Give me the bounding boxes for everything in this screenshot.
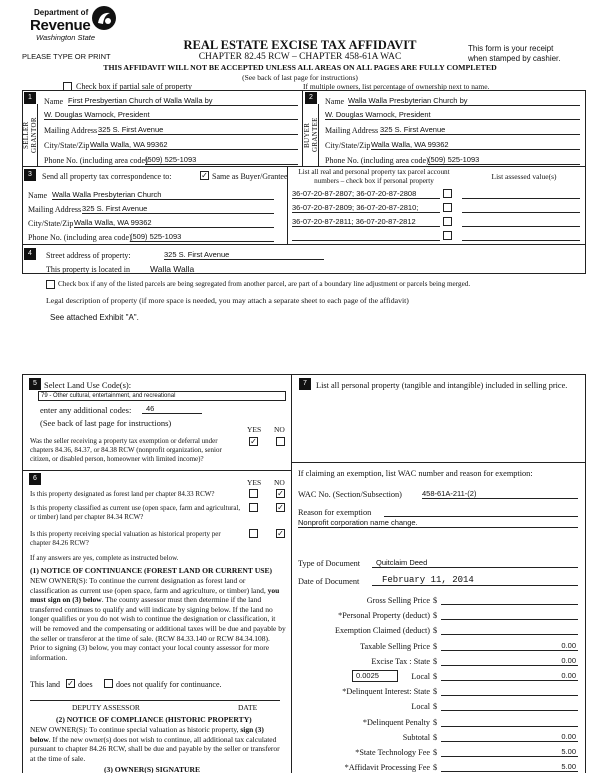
section-2-badge: 2 <box>305 92 317 104</box>
wac-label: WAC No. (Section/Subsection) <box>298 490 402 499</box>
buyer-name-label: Name <box>325 97 345 106</box>
exemption-yes-checkbox[interactable]: ✓ <box>250 437 257 446</box>
buyer-mailing-label: Mailing Address <box>325 126 379 135</box>
print-note: PLEASE TYPE OR PRINT <box>22 52 111 61</box>
seller-phone-label: Phone No. (including area code) <box>44 156 148 165</box>
form-chapter: CHAPTER 82.45 RCW – CHAPTER 458-61A WAC <box>198 52 402 62</box>
deputy-label: DEPUTY ASSESSOR <box>72 703 140 712</box>
notice1-text-bold: you must sign on (3) below <box>30 585 280 605</box>
section-3-badge: 3 <box>24 169 36 181</box>
assessed-header: List assessed value(s) <box>491 172 557 181</box>
dollar-sign: $ <box>433 656 438 666</box>
assessed-value-4[interactable] <box>462 231 580 241</box>
no-header-5: NO <box>274 425 285 434</box>
buyer-name-field[interactable]: Walla Walla Presbyterian Church by <box>348 96 580 106</box>
dollar-sign: $ <box>433 748 438 757</box>
seller-city-label: City/State/Zip <box>44 141 90 150</box>
financial-label: Excise Tax : State <box>371 656 430 666</box>
forest-no-checkbox[interactable]: ✓ <box>277 489 284 498</box>
historic-no-checkbox[interactable]: ✓ <box>277 529 284 538</box>
section-7-divider <box>292 462 586 463</box>
exemption-claim-label: If claiming an exemption, list WAC number and reason for exemption: <box>298 469 533 478</box>
local-rate-box[interactable]: 0.0025 <box>352 670 398 682</box>
seller-phone-field[interactable]: (509) 525-1093 <box>145 155 298 165</box>
personal-property-label: List all personal property (tangible and intangible) included in selling price. <box>316 381 568 390</box>
dollar-sign: $ <box>433 717 438 727</box>
assessed-value-3[interactable] <box>462 217 580 227</box>
current-use-no-checkbox[interactable]: ✓ <box>277 503 284 512</box>
same-as-buyer-checkbox[interactable]: ✓ <box>201 171 208 180</box>
dollar-sign: $ <box>433 641 438 651</box>
land-does-checkbox[interactable]: ✓ <box>67 679 74 688</box>
dollar-sign: $ <box>433 626 438 636</box>
tax-corr-name-field[interactable]: Walla Walla Presbyterian Church <box>52 190 274 200</box>
buyer-city-label: City/State/Zip <box>325 141 371 150</box>
notice2-body <box>30 725 286 763</box>
notice3-title: (3) OWNER(S) SIGNATURE <box>104 765 201 773</box>
dollar-sign: $ <box>433 672 438 681</box>
notice1-text-b: . The county assessor must then determine if the land transferred continues to qualify and will indicate by signing below. If the land no longer qualifies or you do not wish to continue the designation or classification, it will be removed and the compensating or additional taxes will be due and payable by the seller or transferor at the time of sale. (RCW 84.33.140 or RCW 84.34.108). Prior to signing (3) below, you may contact your local county assessor for more information. <box>30 595 286 662</box>
section-6-badge: 6 <box>29 473 41 485</box>
reason-line[interactable] <box>384 507 578 517</box>
section-1-badge: 1 <box>24 92 36 104</box>
receipt-note-1: This form is your receipt <box>468 44 554 53</box>
land-use-label: Select Land Use Code(s): <box>44 380 132 390</box>
buyer-phone-field[interactable]: (509) 525-1093 <box>428 155 580 165</box>
buyer-phone-label: Phone No. (including area code) <box>325 156 429 165</box>
parcel-row-4[interactable] <box>292 231 440 241</box>
tax-corr-city-label: City/State/Zip <box>28 219 74 228</box>
legal-label: Legal description of property (if more space is needed, you may attach a separate sheet to each page of the affidavit) <box>46 296 409 305</box>
financial-value[interactable] <box>441 625 578 635</box>
financial-value[interactable]: 5.00 <box>441 747 578 757</box>
exemption-no-checkbox[interactable] <box>276 437 285 446</box>
form-warning: THIS AFFIDAVIT WILL NOT BE ACCEPTED UNLESS ALL AREAS ON ALL PAGES ARE FULLY COMPLETED <box>103 63 497 72</box>
financial-value[interactable] <box>441 701 578 711</box>
tax-corr-mailing-label: Mailing Address <box>28 205 82 214</box>
tax-corr-mailing-field[interactable]: 325 S. First Avenue <box>82 204 274 214</box>
tax-corr-name-label: Name <box>28 191 48 200</box>
buyer-name-field-2[interactable]: W. Douglas Warnock, President <box>325 110 580 120</box>
deputy-signature-line <box>30 700 280 701</box>
seller-mailing-field[interactable]: 325 S. First Avenue <box>98 125 298 135</box>
doc-date-field[interactable]: February 11, 2014 <box>372 575 578 586</box>
land-use-select[interactable]: 79 - Other cultural, entertainment, and recreational <box>38 391 286 401</box>
dor-emblem-icon <box>90 4 118 32</box>
financial-value[interactable]: 5.00 <box>441 762 578 772</box>
see-back-note: (See back of last page for instructions) <box>242 73 358 82</box>
financial-label: *State Technology Fee <box>355 748 430 757</box>
notice1-title: (1) NOTICE OF CONTINUANCE (FOREST LAND OR CURRENT USE) <box>30 566 273 575</box>
parcel-header-1: List all real and personal property tax parcel account <box>298 168 450 176</box>
seller-side-strip <box>22 104 38 166</box>
financial-label: *Personal Property (deduct) <box>338 611 430 621</box>
forest-question: Is this property designated as forest land per chapter 84.33 RCW? <box>30 490 215 498</box>
tax-corr-phone-field[interactable]: (509) 525-1093 <box>130 232 274 242</box>
located-label: This property is located in <box>46 265 130 274</box>
financial-value[interactable] <box>441 610 578 620</box>
receipt-note-2: when stamped by cashier. <box>468 54 561 63</box>
parcel-personal-checkbox-3[interactable] <box>443 217 452 226</box>
seller-city-field[interactable]: Walla Walla, WA 99362 <box>90 140 298 150</box>
doc-type-label: Type of Document <box>298 559 361 568</box>
section-6-divider <box>22 470 292 471</box>
top-grid-h-divider <box>22 166 586 167</box>
street-field[interactable]: 325 S. First Avenue <box>164 250 324 260</box>
additional-codes-label: enter any additional codes: <box>40 405 132 415</box>
dollar-sign: $ <box>433 687 438 697</box>
parcel-row-2[interactable]: 36-07-20-87-2809; 36-07-20-87-2810; <box>292 203 440 213</box>
financial-label: Local <box>411 672 430 681</box>
financial-value[interactable]: 0.00 <box>441 641 578 651</box>
answers-note: If any answers are yes, complete as instructed below. <box>30 554 179 562</box>
assessed-value-1[interactable] <box>462 189 580 199</box>
seller-mailing-label: Mailing Address <box>44 126 98 135</box>
financial-value[interactable] <box>441 686 578 696</box>
seller-side-label: SELLER GRANTOR <box>22 117 38 153</box>
wac-field[interactable]: 458-61A-211-(2) <box>422 489 578 499</box>
does-not-label: does not qualify for continuance. <box>116 680 222 689</box>
seller-name-field-2[interactable]: W. Douglas Warnock, President <box>44 110 298 120</box>
current-use-question: Is this property classified as current use (open space, farm and agricultural, or timber) land per chapter 84.34 RCW? <box>30 504 241 521</box>
dollar-sign: $ <box>433 596 438 605</box>
financial-value[interactable] <box>441 595 578 605</box>
dollar-sign: $ <box>433 763 438 773</box>
dept-line1: Department of <box>34 8 89 17</box>
tax-corr-send-label: Send all property tax correspondence to: <box>42 172 172 181</box>
section-4-badge: 4 <box>24 248 36 260</box>
this-land-label: This land <box>30 680 60 689</box>
date-label: DATE <box>238 703 258 712</box>
no-header-6: NO <box>274 478 285 487</box>
financial-value[interactable]: 0.00 <box>441 656 578 666</box>
same-as-buyer-label: Same as Buyer/Grantee <box>212 172 288 181</box>
dollar-sign: $ <box>433 732 438 742</box>
dollar-sign: $ <box>433 702 438 712</box>
does-label: does <box>78 680 93 689</box>
partial-sale-label: Check box if partial sale of property <box>76 82 192 91</box>
assessed-value-2[interactable] <box>462 203 580 213</box>
financial-label: *Delinquent Penalty <box>362 717 430 727</box>
financial-value[interactable] <box>441 717 578 727</box>
reason-label: Reason for exemption <box>298 508 372 517</box>
notice2-text-bold: sign (3) below <box>30 725 264 744</box>
notice2-title: (2) NOTICE OF COMPLIANCE (HISTORIC PROPERTY) <box>56 715 252 724</box>
street-label: Street address of property: <box>46 251 131 260</box>
financial-label: Gross Selling Price <box>366 596 430 605</box>
section-5-badge: 5 <box>29 378 41 390</box>
financial-value[interactable]: 0.00 <box>441 732 578 742</box>
buyer-side-label: BUYER GRANTEE <box>303 117 319 153</box>
segregated-label: Check box if any of the listed parcels are being segregated from another parcel, are part of a boundary line adjustment or parcels being merged. <box>58 280 471 288</box>
notice2-text-b: . If the new owner(s) does not wish to continue, all additional tax calculated pursuant to chapter 84.26 RCW, shall be due and payable by the seller or transferor at the time of sale. <box>30 734 280 763</box>
tax-corr-city-field[interactable]: Walla Walla, WA 99362 <box>74 218 274 228</box>
reason-field[interactable]: Nonprofit corporation name change. <box>298 518 578 528</box>
yes-header-6: YES <box>247 478 262 487</box>
segregated-checkbox[interactable] <box>46 280 55 289</box>
financial-label: Taxable Selling Price <box>360 641 430 651</box>
exemption-question: Was the seller receiving a property tax exemption or deferral under chapters 84.36, 84.37, or 84.38 RCW (nonprofit organization, senior citizen, or disabled person, homeowner with limited income)? <box>30 437 222 463</box>
located-field[interactable]: Walla Walla <box>150 264 195 274</box>
seller-name-label: Name <box>44 97 64 106</box>
right-column-frame <box>292 374 586 773</box>
doc-type-field[interactable]: Quitclaim Deed <box>372 558 578 568</box>
historic-question: Is this property receiving special valuation as historical property per chapter 84.26 RCW? <box>30 530 221 547</box>
financial-label: Exemption Claimed (deduct) <box>334 626 430 636</box>
notice2-text-a: NEW OWNER(S): To continue special valuation as historic property, <box>30 725 239 734</box>
see-back-5: (See back of last page for instructions) <box>40 418 172 428</box>
multiple-owners-note: If multiple owners, list percentage of ownership next to name. <box>303 82 490 91</box>
forest-yes-checkbox[interactable] <box>249 489 258 498</box>
dor-logo <box>30 6 124 46</box>
tax-corr-phone-label: Phone No. (including area code) <box>28 233 132 242</box>
parcel-personal-checkbox-4[interactable] <box>443 231 452 240</box>
financial-label: Local <box>411 702 430 712</box>
dept-line2: Revenue <box>30 17 91 34</box>
buyer-side-strip <box>303 104 319 166</box>
financial-label: Subtotal <box>402 732 430 742</box>
parcel-personal-checkbox-2[interactable] <box>443 203 452 212</box>
financial-value[interactable]: 0.00 <box>441 671 578 681</box>
seller-name-field[interactable]: First Presbyertian Church of Walla Walla by <box>68 96 298 106</box>
financial-label: *Delinquent Interest: State <box>342 687 430 697</box>
historic-yes-checkbox[interactable] <box>249 529 258 538</box>
form-title: REAL ESTATE EXCISE TAX AFFIDAVIT <box>183 38 417 52</box>
additional-codes-field[interactable]: 46 <box>142 404 202 414</box>
notice1-text-a: NEW OWNER(S): To continue the current designation as forest land or classification as current use (open space, farm and agriculture, or timber) land, <box>30 576 266 595</box>
section-7-badge: 7 <box>299 378 311 390</box>
current-use-yes-checkbox[interactable] <box>249 503 258 512</box>
legal-description[interactable]: See attached Exhibit "A". <box>50 313 139 322</box>
parcel-header-2: numbers – check box if personal property <box>314 177 434 185</box>
land-does-not-checkbox[interactable] <box>104 679 113 688</box>
notice1-body <box>30 576 286 662</box>
dollar-sign: $ <box>433 611 438 621</box>
buyer-city-field[interactable]: Walla Walla, WA 99362 <box>371 140 580 150</box>
top-grid-h-divider-2 <box>22 244 586 245</box>
yes-header-5: YES <box>247 425 262 434</box>
financial-label: *Affidavit Processing Fee <box>344 763 430 773</box>
dept-line3: Washington State <box>36 33 96 42</box>
buyer-mailing-field[interactable]: 325 S. First Avenue <box>380 125 580 135</box>
parcel-personal-checkbox-1[interactable] <box>443 189 452 198</box>
parcel-row-3[interactable]: 36-07-20-87-2811; 36-07-20-87-2812 <box>292 217 440 227</box>
doc-date-label: Date of Document <box>298 577 360 586</box>
parcel-row-1[interactable]: 36-07-20-87-2807; 36-07-20-87-2808 <box>292 189 440 199</box>
